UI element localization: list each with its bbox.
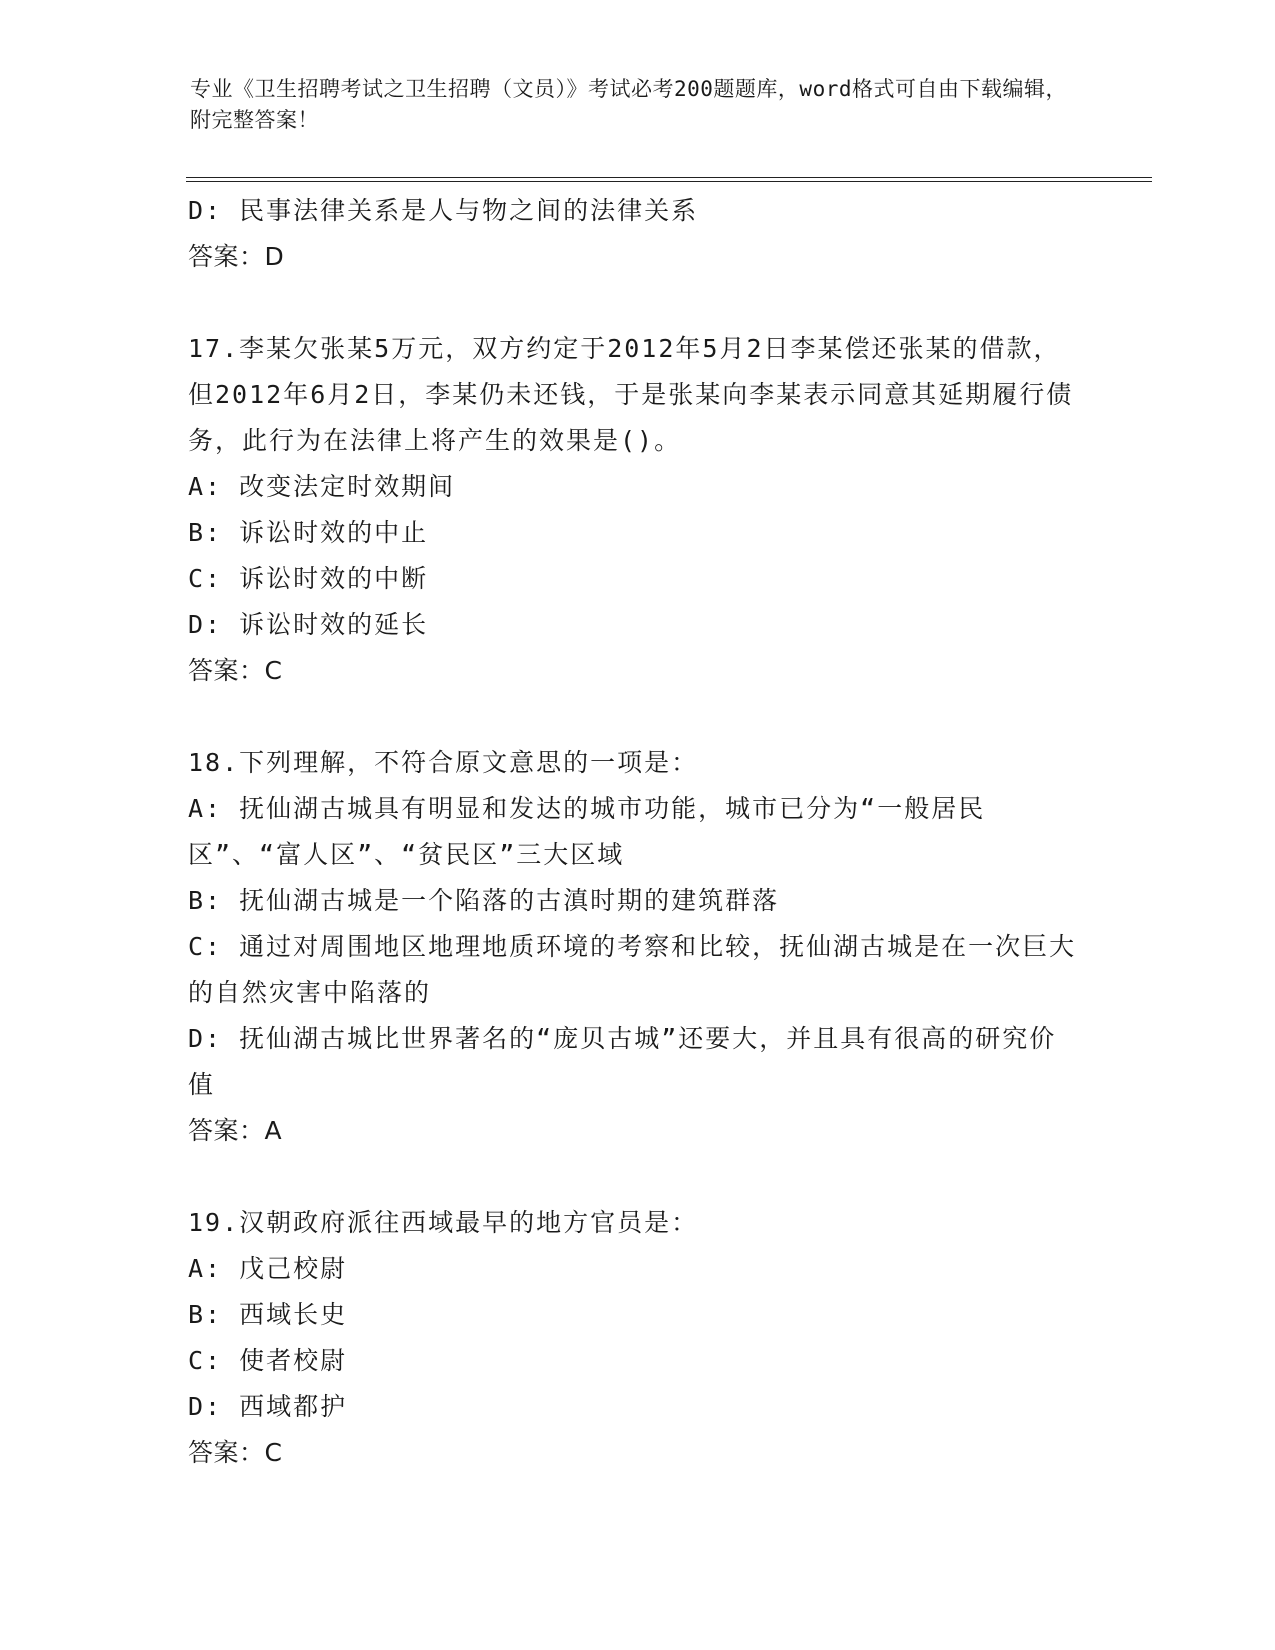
answer-line: 答案：A	[188, 1116, 283, 1145]
question-stem: 17.李某欠张某5万元，双方约定于2012年5月2日李某偿还张某的借款，但2012年6月2日，李某仍未还钱，于是张某向李某表示同意其延期履行债务，此行为在法律上将产生的效果是()。	[188, 334, 1074, 455]
option-d: D: 民事法律关系是人与物之间的法律关系	[188, 196, 699, 225]
header-rule-top	[186, 177, 1152, 178]
spacer	[188, 694, 1078, 740]
question-18	[188, 740, 1078, 1154]
document-header: 专业《卫生招聘考试之卫生招聘（文员）》考试必考200题题库，word格式可自由下载编辑，附完整答案！	[190, 77, 1067, 132]
question-19	[188, 1200, 1078, 1476]
answer-line: 答案：C	[188, 656, 283, 685]
option-c: C: 使者校尉	[188, 1346, 348, 1375]
option-b: B: 抚仙湖古城是一个陷落的古滇时期的建筑群落	[188, 886, 780, 915]
document-body	[188, 188, 1078, 1476]
option-d: D: 诉讼时效的延长	[188, 610, 429, 639]
spacer	[188, 1154, 1078, 1200]
answer-line: 答案：D	[188, 242, 285, 271]
spacer	[188, 280, 1078, 326]
option-b: B: 西域长史	[188, 1300, 348, 1329]
question-stem: 18.下列理解，不符合原文意思的一项是：	[188, 748, 699, 777]
option-d: D: 西域都护	[188, 1392, 348, 1421]
option-a: A: 抚仙湖古城具有明显和发达的城市功能，城市已分为“一般居民区”、“富人区”、“贫民区”三大区域	[188, 794, 986, 869]
question-stem: 19.汉朝政府派往西域最早的地方官员是：	[188, 1208, 699, 1237]
option-c: C: 通过对周围地区地理地质环境的考察和比较，抚仙湖古城是在一次巨大的自然灾害中陷落的	[188, 932, 1077, 1007]
question-17	[188, 326, 1078, 694]
option-b: B: 诉讼时效的中止	[188, 518, 429, 547]
option-a: A: 戊己校尉	[188, 1254, 348, 1283]
option-a: A: 改变法定时效期间	[188, 472, 456, 501]
header-rule-bottom	[186, 181, 1152, 182]
answer-line: 答案：C	[188, 1438, 283, 1467]
option-d: D: 抚仙湖古城比世界著名的“庞贝古城”还要大，并且具有很高的研究价值	[188, 1024, 1057, 1099]
option-c: C: 诉讼时效的中断	[188, 564, 429, 593]
